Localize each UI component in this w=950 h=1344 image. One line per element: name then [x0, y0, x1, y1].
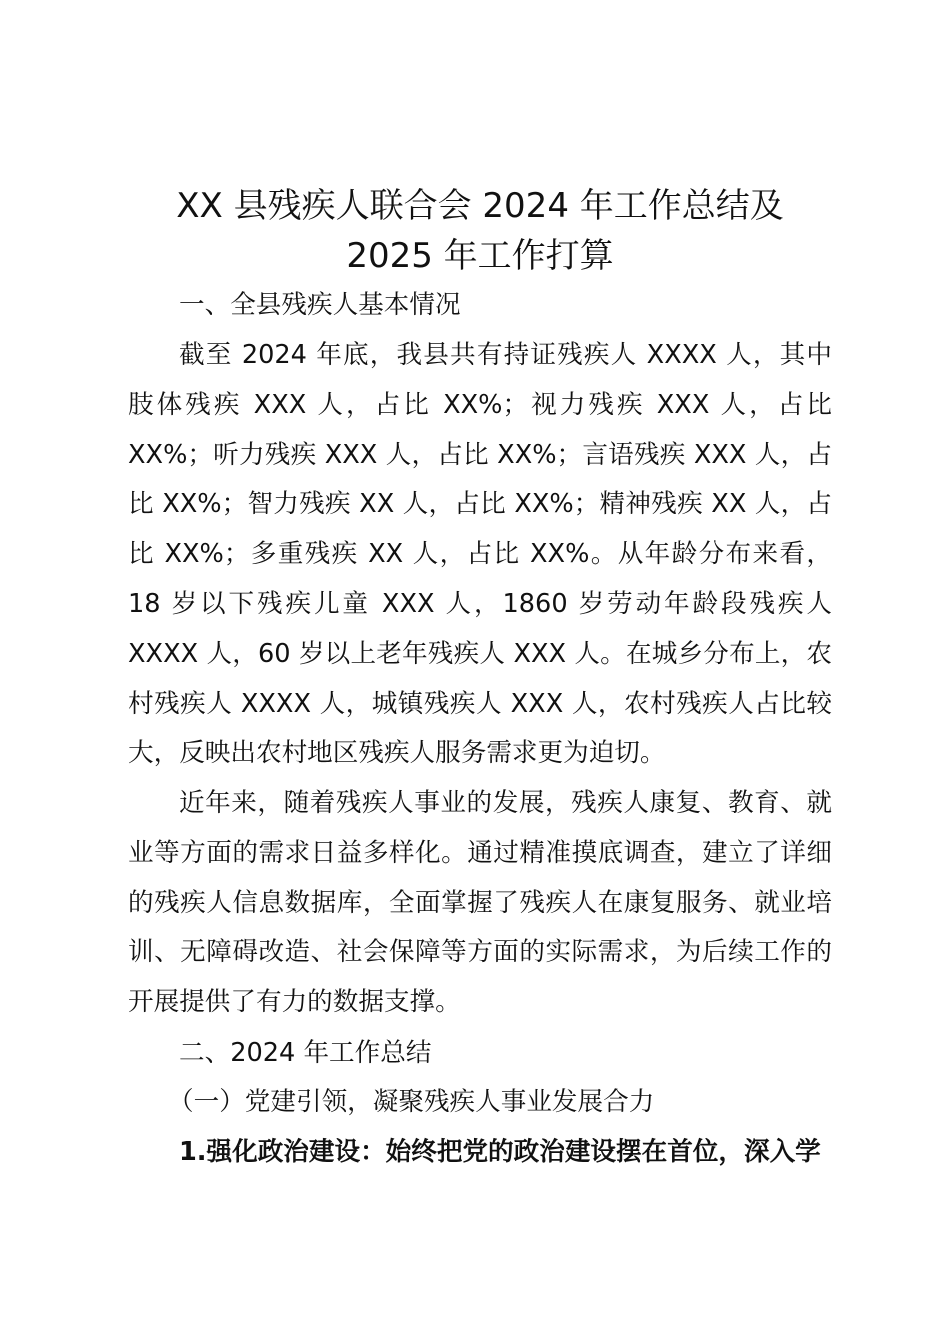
paragraph-needs: 近年来，随着残疾人事业的发展，残疾人康复、教育、就业等方面的需求日益多样化。通过精准摸底调查，建立了详细的残疾人信息数据库，全面掌握了残疾人在康复服务、就业培训、无障碍改造、社会保障等方面的实际需求，为后续工作的开展提供了有力的数据支撑。 — [128, 788, 832, 1018]
document-title-line2: 2025 年工作打算 — [346, 236, 614, 276]
section2-heading: 二、2024 年工作总结 — [179, 1038, 432, 1068]
paragraph-basic-situation: 截至 2024 年底，我县共有持证残疾人 XXXX 人，其中肢体残疾 XXX 人，占比 XX%；视力残疾 XXX 人，占比 XX%；听力残疾 XXX 人，占比 XX%；言语残疾 XXX 人，占比 XX%；智力残疾 XX 人，占比 XX%；精神残疾 XX 人，占比 XX%；多重残疾 XX 人，占比 XX%。从年龄分布来看，18 岁以下残疾儿童 XXX 人，1860 岁劳动年龄段残疾人 XXXX 人，60 岁以上老年残疾人 XXX 人。在城乡分布上，农村残疾人 XXXX 人，城镇残疾人 XXX 人，农村残疾人占比较大，反映出农村地区残疾人服务需求更为迫切。 — [128, 340, 832, 769]
item1-text: 1.强化政治建设：始终把党的政治建设摆在首位，深入学 — [179, 1137, 821, 1167]
section1-heading: 一、全县残疾人基本情况 — [179, 290, 461, 320]
document-title-line1: XX 县残疾人联合会 2024 年工作总结及 — [176, 186, 784, 226]
subsection1-heading: （一）党建引领，凝聚残疾人事业发展合力 — [168, 1087, 655, 1117]
